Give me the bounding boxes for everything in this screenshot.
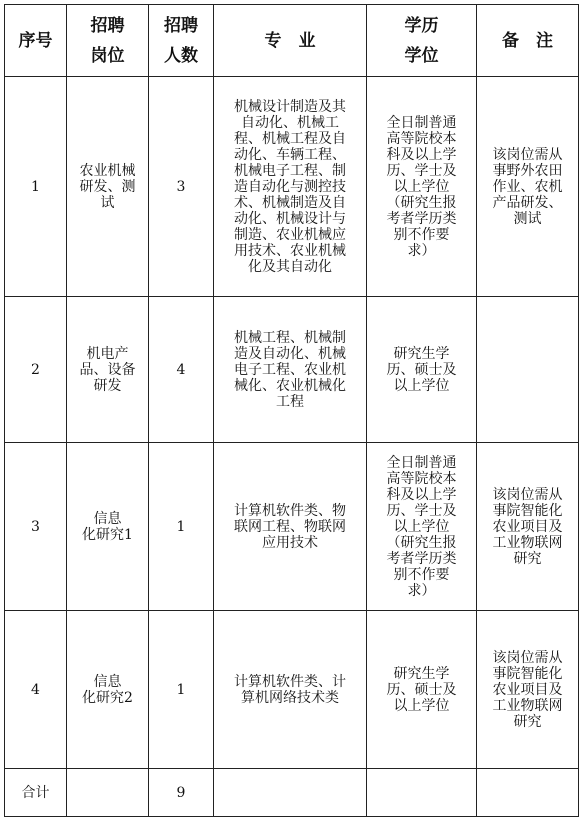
- cell-remark: [477, 611, 579, 769]
- text-line: 以上学位: [393, 518, 450, 535]
- text-line: 计算机软件类、物: [234, 502, 346, 519]
- text-line: 高等院校本: [386, 470, 457, 487]
- text-line: 动化、车辆工程、: [234, 146, 346, 163]
- cell-seq: 2: [5, 297, 67, 443]
- header-remark: 备 注: [477, 5, 579, 77]
- text-line: 研究: [513, 713, 542, 730]
- text-line: 电子工程、农业机: [234, 361, 346, 378]
- text-line: 信息: [93, 673, 122, 690]
- text-line: 研发、测: [79, 178, 136, 195]
- table-row: [5, 443, 579, 611]
- text-line: 作业、农机: [492, 178, 563, 195]
- text-line: 造自动化与测控技: [234, 178, 346, 195]
- total-count: 9: [149, 769, 214, 817]
- text-line: 历、学士及: [386, 162, 457, 179]
- table-body: [5, 77, 579, 817]
- text-line: 机械电子工程、制: [234, 162, 346, 179]
- cell-count: 3: [149, 77, 214, 297]
- text-line: 化研究1: [82, 526, 133, 543]
- table-row: [5, 297, 579, 443]
- cell-major: [214, 77, 367, 297]
- text-line: 化研究2: [82, 689, 133, 706]
- text-line: 信息: [93, 510, 122, 527]
- text-line: 历、硕士及: [386, 361, 457, 378]
- text-line: 术、机械制造及自: [234, 194, 346, 211]
- text-line: 农业机械: [79, 162, 136, 179]
- cell-education: [367, 611, 477, 769]
- cell-seq: 4: [5, 611, 67, 769]
- text-line: （研究生报: [386, 534, 457, 551]
- text-line: 该岗位需从: [492, 649, 563, 666]
- text-line: 事院智能化: [492, 665, 563, 682]
- text-line: 制造、农业机械应: [234, 226, 346, 243]
- table-row: [5, 77, 579, 297]
- text-line: 科及以上学: [386, 486, 457, 503]
- cell-education: [367, 297, 477, 443]
- text-line: 以上学位: [393, 377, 450, 394]
- cell-remark: [477, 443, 579, 611]
- text-line: 造及自动化、机械: [234, 345, 346, 362]
- text-line: 械化、农业机械化: [234, 377, 346, 394]
- total-education-empty: [367, 769, 477, 817]
- text-line: 应用技术: [262, 534, 318, 551]
- cell-remark: [477, 77, 579, 297]
- cell-position: [67, 77, 149, 297]
- cell-remark: [477, 297, 579, 443]
- text-line: 试: [100, 194, 115, 211]
- text-line: 以上学位: [393, 178, 450, 195]
- text-line: 测试: [513, 210, 542, 227]
- text-line: 算机网络技术类: [241, 689, 339, 706]
- cell-major: [214, 297, 367, 443]
- text-line: （研究生报: [386, 194, 457, 211]
- cell-count: 1: [149, 443, 214, 611]
- text-line: 化及其自动化: [248, 258, 332, 275]
- cell-major: [214, 443, 367, 611]
- text-line: 考者学历类: [386, 210, 457, 227]
- text-line: 程、机械工程及自: [234, 130, 346, 147]
- text-line: 研究生学: [393, 665, 450, 682]
- text-line: 品、设备: [79, 361, 136, 378]
- text-line: 自动化、机械工: [241, 114, 339, 131]
- text-line: 历、学士及: [386, 502, 457, 519]
- table-row: [5, 611, 579, 769]
- text-line: 求）: [407, 242, 436, 259]
- header-major: 专 业: [214, 5, 367, 77]
- header-education: 学历 学位: [367, 5, 477, 77]
- text-line: 以上学位: [393, 697, 450, 714]
- total-position-empty: [67, 769, 149, 817]
- text-line: 用技术、农业机械: [234, 242, 346, 259]
- text-line: 该岗位需从: [492, 146, 563, 163]
- text-line: 产品研发、: [492, 194, 563, 211]
- text-line: 科及以上学: [386, 146, 457, 163]
- text-line: 研究: [513, 550, 542, 567]
- cell-count: 4: [149, 297, 214, 443]
- header-position: 招聘 岗位: [67, 5, 149, 77]
- text-line: 机电产: [86, 345, 129, 362]
- text-line: 农业项目及: [492, 518, 563, 535]
- cell-education: [367, 77, 477, 297]
- text-line: 研究生学: [393, 345, 450, 362]
- text-line: 工业物联网: [492, 534, 563, 551]
- header-seq: 序号: [5, 5, 67, 77]
- text-line: 别不作要: [393, 226, 450, 243]
- total-remark-empty: [477, 769, 579, 817]
- total-major-empty: [214, 769, 367, 817]
- text-line: 农业项目及: [492, 681, 563, 698]
- text-line: 机械工程、机械制: [234, 329, 346, 346]
- cell-major: [214, 611, 367, 769]
- header-count: 招聘 人数: [149, 5, 214, 77]
- text-line: 历、硕士及: [386, 681, 457, 698]
- text-line: 研发: [93, 377, 122, 394]
- text-line: 动化、机械设计与: [234, 210, 346, 227]
- cell-position: [67, 443, 149, 611]
- total-label: 合计: [5, 769, 67, 817]
- text-line: 该岗位需从: [492, 486, 563, 503]
- cell-count: 1: [149, 611, 214, 769]
- recruitment-table: [4, 4, 579, 817]
- text-line: 计算机软件类、计: [234, 673, 346, 690]
- text-line: 事野外农田: [492, 162, 563, 179]
- text-line: 考者学历类: [386, 550, 457, 567]
- text-line: 求）: [407, 582, 436, 599]
- text-line: 机械设计制造及其: [234, 98, 346, 115]
- text-line: 联网工程、物联网: [234, 518, 346, 535]
- total-row: [5, 769, 579, 817]
- text-line: 全日制普通: [386, 454, 457, 471]
- text-line: 别不作要: [393, 566, 450, 583]
- text-line: 工程: [276, 393, 304, 410]
- cell-position: [67, 297, 149, 443]
- cell-seq: 1: [5, 77, 67, 297]
- cell-education: [367, 443, 477, 611]
- header-row: [5, 5, 579, 77]
- text-line: 高等院校本: [386, 130, 457, 147]
- text-line: 工业物联网: [492, 697, 563, 714]
- text-line: 事院智能化: [492, 502, 563, 519]
- text-line: 全日制普通: [386, 114, 457, 131]
- cell-seq: 3: [5, 443, 67, 611]
- cell-position: [67, 611, 149, 769]
